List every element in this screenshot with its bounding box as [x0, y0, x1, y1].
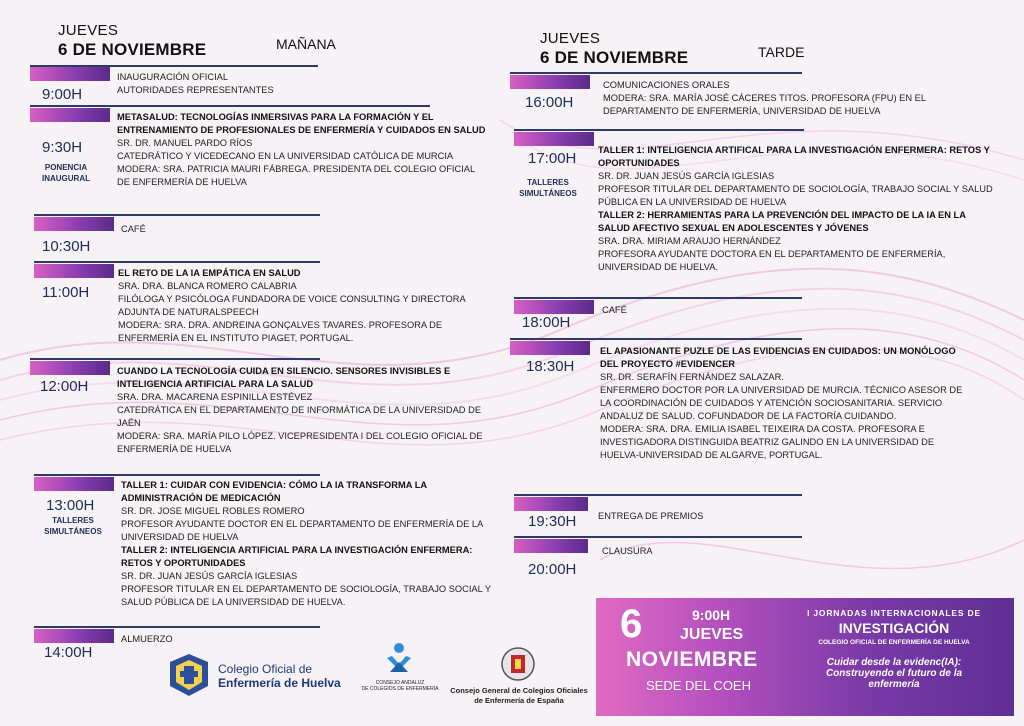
slot-line: CAFÉ: [602, 305, 627, 315]
slot-line: ENFERMERO DOCTOR POR LA UNIVERSIDAD DE MURCIA. TÉCNICO ASESOR DE LA COORDINACIÓN DE CUIDADOS Y ATENCIÓN SOCIOSANITARIA. SERVICIO ANDALUZ DE SALUD. COFUNDADOR DE LA FACTORÍA CUIDANDO.: [600, 385, 963, 421]
slot-text: [117, 71, 487, 97]
morning-day: JUEVES: [58, 22, 119, 39]
slot-text: [118, 267, 470, 345]
slot-line: CLAUSURA: [602, 546, 653, 556]
slot-divider: [30, 105, 430, 107]
slot-line: SR. DR. JUAN JESÚS GARCÍA IGLESIAS: [598, 171, 775, 181]
slot-line: SRA. DRA. BLANCA ROMERO CALABRIA: [118, 281, 297, 291]
slot-text: [602, 304, 802, 317]
andaluz-name-1: CONSEJO ANDALUZ: [375, 680, 425, 686]
slot-line: MODERA: SRA. DRA. EMILIA ISABEL TEIXEIRA DA COSTA. PROFESORA E INVESTIGADORA DISTINGUIDA BEATRIZ GALINDO EN LA UNIVERSIDAD DE HUELVA-UNIVERSIDAD DE ALGARVE, PORTUGAL.: [600, 424, 935, 460]
slot-time: 9:30H: [42, 139, 83, 156]
consejo-andaluz-logo-icon: [384, 642, 414, 678]
slot-line: ALMUERZO: [121, 634, 173, 644]
slot-time: 20:00H: [528, 561, 577, 578]
slot-line: COMUNICACIONES ORALES: [603, 80, 730, 90]
banner-time: 9:00H: [692, 607, 731, 623]
slot-time: 13:00H: [46, 497, 95, 514]
slot-time: 9:00H: [42, 86, 83, 103]
slot-line: TALLER 1: CUIDAR CON EVIDENCIA: CÓMO LA IA TRANSFORMA LA ADMINISTRACIÓN DE MEDICACIÓN: [121, 480, 427, 503]
slot-line: CATEDRÁTICA EN EL DEPARTAMENTO DE INFORMÁTICA DE LA UNIVERSIDAD DE JAÉN: [117, 405, 482, 428]
slot-text: [121, 479, 496, 609]
slot-line: MODERA: SRA. MARÍA PILO LÓPEZ. VICEPRESIDENTA I DEL COLEGIO OFICIAL DE ENFERMERÍA DE HUELVA: [117, 431, 483, 454]
banner-title-main: INVESTIGACIÓN: [838, 620, 950, 636]
slot-line: PROFESOR AYUDANTE DOCTOR EN EL DEPARTAMENTO DE ENFERMERÍA DE LA UNIVERSIDAD DE HUELVA: [121, 519, 483, 542]
slot-line: SR. DR. JUAN JESÚS GARCÍA IGLESIAS: [121, 571, 298, 581]
slot-line: TALLER 1: INTELIGENCIA ARTIFICAL PARA LA INVESTIGACIÓN ENFERMERA: RETOS Y OPORTUNIDADES: [598, 145, 990, 168]
slot-text: [598, 144, 993, 274]
morning-part: MAÑANA: [276, 36, 336, 52]
slot-line: EL RETO DE LA IA EMPÁTICA EN SALUD: [118, 268, 301, 278]
coeh-name-2: Enfermería de Huelva: [218, 676, 341, 690]
slot-line: TALLER 2: HERRAMIENTAS PARA LA PREVENCIÓN DEL IMPACTO DE LA IA EN LA SALUD AFECTIVO SEXUAL EN ADOLESCENTES Y JÓVENES: [598, 210, 966, 233]
slot-time: 11:00H: [42, 284, 90, 301]
banner-title-top: I JORNADAS INTERNACIONALES DE: [807, 608, 981, 618]
slot-line: AUTORIDADES REPRESENTANTES: [117, 85, 274, 95]
slot-line: INAUGURACIÓN OFICIAL: [117, 72, 229, 82]
slot-divider: [514, 129, 804, 131]
slot-line: PROFESORA AYUDANTE DOCTORA EN EL DEPARTAMENTO DE ENFERMERÍA, UNIVERSIDAD DE HUELVA.: [598, 249, 946, 272]
slot-text: [117, 365, 489, 456]
slot-time: 10:30H: [42, 238, 91, 255]
slot-line: SR. DR. SERAFÍN FERNÁNDEZ SALAZAR.: [600, 372, 784, 382]
time-bar: [34, 264, 114, 278]
slot-time: 12:00H: [40, 378, 89, 395]
slot-line: FILÓLOGA Y PSICÓLOGA FUNDADORA DE VOICE CONSULTING Y DIRECTORA ADJUNTA DE NATURALSPEECH: [118, 294, 466, 317]
banner-tagline-2: Construyendo el futuro de la: [825, 668, 963, 679]
slot-line: ENTREGA DE PREMIOS: [598, 511, 704, 521]
morning-date: 6 DE NOVIEMBRE: [58, 40, 207, 59]
slot-text: [602, 545, 802, 558]
slot-line: TALLER 2: INTELIGENCIA ARTIFICIAL PARA LA INVESTIGACIÓN ENFERMERA: RETOS Y OPORTUNIDADES: [121, 545, 473, 568]
slot-divider: [34, 626, 320, 628]
slot-text: [598, 510, 798, 523]
slot-text: [603, 79, 963, 118]
slot-divider: [34, 214, 320, 216]
slot-subtitle: TALLERES SIMULTÁNEOS: [44, 516, 102, 536]
slot-line: PROFESOR TITULAR EN EL DEPARTAMENTO DE SOCIOLOGÍA, TRABAJO SOCIAL Y SALUD PÚBLICA DE LA UNIVERSIDAD DE HUELVA.: [121, 584, 491, 607]
slot-subtitle: TALLERES SIMULTÁNEOS: [519, 178, 577, 198]
slot-line: MODERA: SRA. DRA. ANDREINA GONÇALVES TAVARES. PROFESORA DE ENFERMERÍA EN EL INSTITUTO PIAGET, PORTUGAL.: [118, 320, 443, 343]
slot-divider: [514, 494, 802, 496]
slot-text: [600, 345, 975, 462]
time-bar: [514, 497, 588, 511]
slot-line: METASALUD: TECNOLOGÍAS INMERSIVAS PARA LA FORMACIÓN Y EL ENTRENAMIENTO DE PROFESIONALES DE ENFERMERÍA Y CUIDADOS EN SALUD: [117, 112, 486, 135]
slot-time: 18:30H: [526, 358, 575, 375]
event-banner: [596, 598, 1014, 716]
time-bar: [34, 217, 114, 231]
time-bar: [30, 108, 110, 122]
time-bar: [34, 477, 114, 491]
banner-venue: SEDE DEL COEH: [646, 678, 751, 693]
general-name-2: de Enfermería de España: [474, 696, 564, 705]
banner-month: NOVIEMBRE: [626, 648, 758, 671]
slot-subtitle: PONENCIA INAUGURAL: [42, 163, 90, 183]
slot-divider: [510, 338, 802, 340]
slot-line: CAFÉ: [121, 224, 146, 234]
slot-divider: [510, 72, 802, 74]
slot-time: 16:00H: [525, 94, 574, 111]
banner-organizer: COLEGIO OFICIAL DE ENFERMERÍA DE HUELVA: [818, 639, 970, 646]
time-bar: [514, 539, 588, 553]
slot-time: 18:00H: [522, 314, 571, 331]
slot-line: SR. DR. MANUEL PARDO RÍOS: [117, 138, 253, 148]
slot-divider: [30, 358, 320, 360]
slot-line: CUANDO LA TECNOLOGÍA CUIDA EN SILENCIO. SENSORES INVISIBLES E INTELIGENCIA ARTIFICIAL PARA LA SALUD: [117, 366, 451, 389]
slot-time: 17:00H: [528, 150, 577, 167]
slot-line: SRA. DRA. MIRIAM ARAUJO HERNÁNDEZ: [598, 236, 781, 246]
afternoon-date: 6 DE NOVIEMBRE: [540, 48, 689, 67]
slot-text: [117, 111, 489, 189]
slot-line: SR. DR. JOSE MIGUEL ROBLES ROMERO: [121, 506, 305, 516]
slot-divider: [34, 261, 320, 263]
slot-divider: [514, 536, 802, 538]
slot-divider: [514, 297, 802, 299]
slot-line: MODERA: SRA. MARÍA JOSÉ CÁCERES TITOS. PROFESORA (FPU) EN EL DEPARTAMENTO DE ENFERMERÍA, UNIVERSIDAD DE HUELVA: [603, 93, 926, 116]
logos-bar: [160, 640, 600, 720]
slot-line: EL APASIONANTE PUZLE DE LAS EVIDENCIAS EN CUIDADOS: UN MONÓLOGO DEL PROYECTO #EVIDENCER: [600, 346, 956, 369]
time-bar: [510, 75, 590, 89]
time-bar: [34, 629, 114, 643]
slot-line: SRA. DRA. MACARENA ESPINILLA ESTÉVEZ: [117, 392, 313, 402]
slot-line: PROFESOR TITULAR DEL DEPARTAMENTO DE SOCIOLOGÍA, TRABAJO SOCIAL Y SALUD PÚBLICA EN LA UNIVERSIDAD DE HUELVA: [598, 184, 993, 207]
banner-weekday: JUEVES: [680, 626, 744, 643]
time-bar: [510, 341, 590, 355]
banner-tagline-1: Cuidar desde la evidenc(IA):: [826, 657, 962, 668]
slot-time: 19:30H: [528, 513, 577, 530]
time-bar: [30, 67, 110, 81]
slot-line: MODERA: SRA. PATRICIA MAURI FÁBREGA. PRESIDENTA DEL COLEGIO OFICIAL DE ENFERMERÍA DE HUELVA: [117, 164, 475, 187]
afternoon-part: TARDE: [758, 44, 805, 60]
banner-day-number: 6: [620, 602, 643, 646]
time-bar: [514, 300, 594, 314]
andaluz-name-2: DE COLEGIOS DE ENFERMERÍA: [361, 686, 439, 692]
time-bar: [30, 361, 110, 375]
consejo-general-logo-icon: [500, 646, 536, 682]
slot-line: CATEDRÁTICO Y VICEDECANO EN LA UNIVERSIDAD CATÓLICA DE MURCIA: [117, 151, 454, 161]
time-bar: [514, 132, 594, 146]
coeh-logo-icon: [166, 652, 212, 698]
slot-time: 14:00H: [44, 644, 93, 661]
general-name-1: Consejo General de Colegios Oficiales: [450, 686, 588, 695]
slot-text: [121, 223, 321, 236]
slot-divider: [34, 474, 320, 476]
banner-tagline-3: enfermería: [868, 679, 920, 690]
afternoon-day: JUEVES: [540, 30, 601, 47]
coeh-name-1: Colegio Oficial de: [218, 662, 313, 676]
